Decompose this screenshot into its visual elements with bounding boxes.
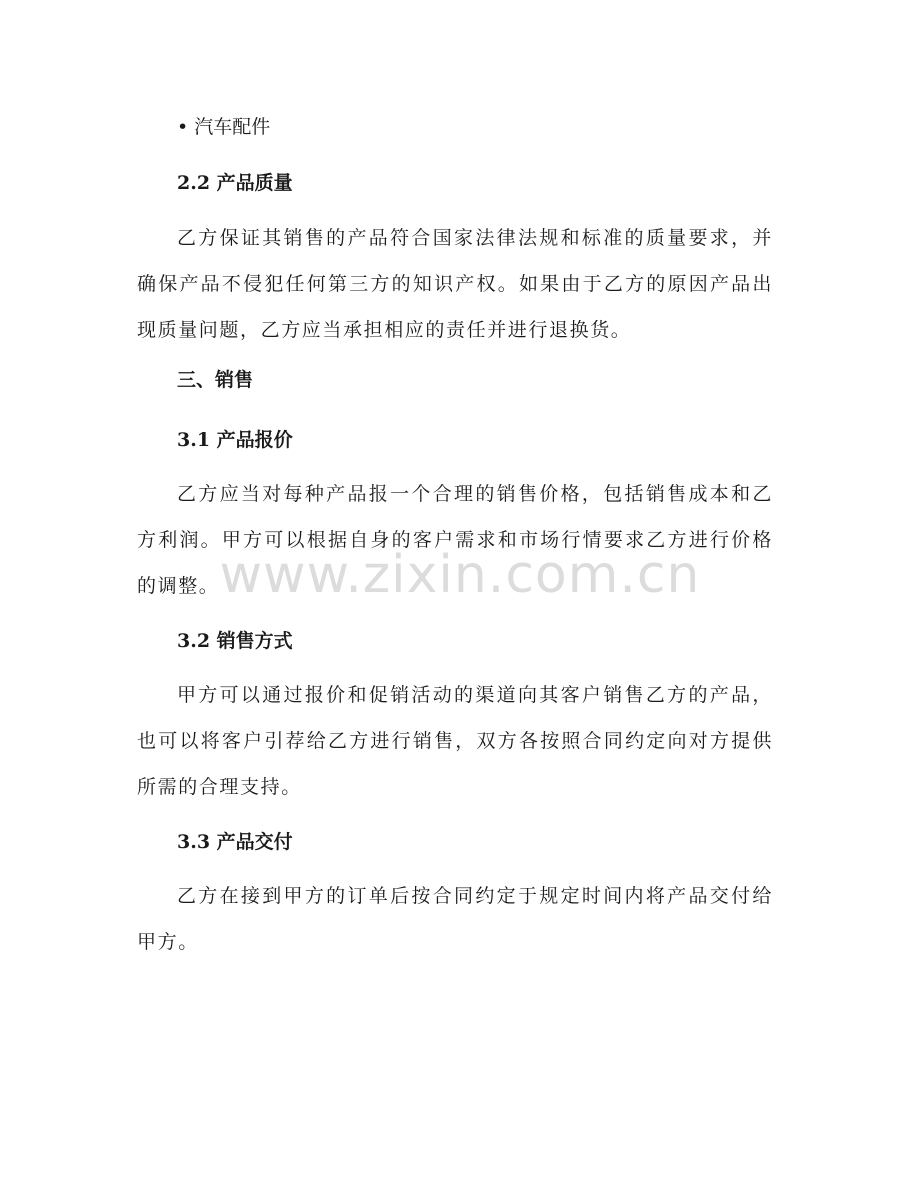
heading-2-2: 2.2 产品质量 bbox=[177, 172, 293, 194]
heading-section-3: 三、销售 bbox=[177, 369, 254, 391]
bullet-item: • 汽车配件 bbox=[177, 116, 271, 138]
heading-3-1: 3.1 产品报价 bbox=[177, 429, 293, 451]
paragraph-3-3: 乙方在接到甲方的订单后按合同约定于规定时间内将产品交付给甲方。 bbox=[137, 885, 773, 953]
heading-3-2: 3.2 销售方式 bbox=[177, 630, 293, 652]
watermark: www.zixin.com.cn bbox=[219, 545, 701, 605]
heading-3-3: 3.3 产品交付 bbox=[177, 831, 293, 853]
paragraph-3-1: 乙方应当对每种产品报一个合理的销售价格，包括销售成本和乙方利润。甲方可以根据自身的客户需求和市场行情要求乙方进行价格的调整。 bbox=[137, 483, 773, 597]
paragraph-3-2: 甲方可以通过报价和促销活动的渠道向其客户销售乙方的产品，也可以将客户引荐给乙方进行销售，双方各按照合同约定向对方提供所需的合理支持。 bbox=[137, 684, 773, 798]
paragraph-2-2: 乙方保证其销售的产品符合国家法律法规和标准的质量要求，并确保产品不侵犯任何第三方的知识产权。如果由于乙方的原因产品出现质量问题，乙方应当承担相应的责任并进行退换货。 bbox=[137, 227, 773, 341]
